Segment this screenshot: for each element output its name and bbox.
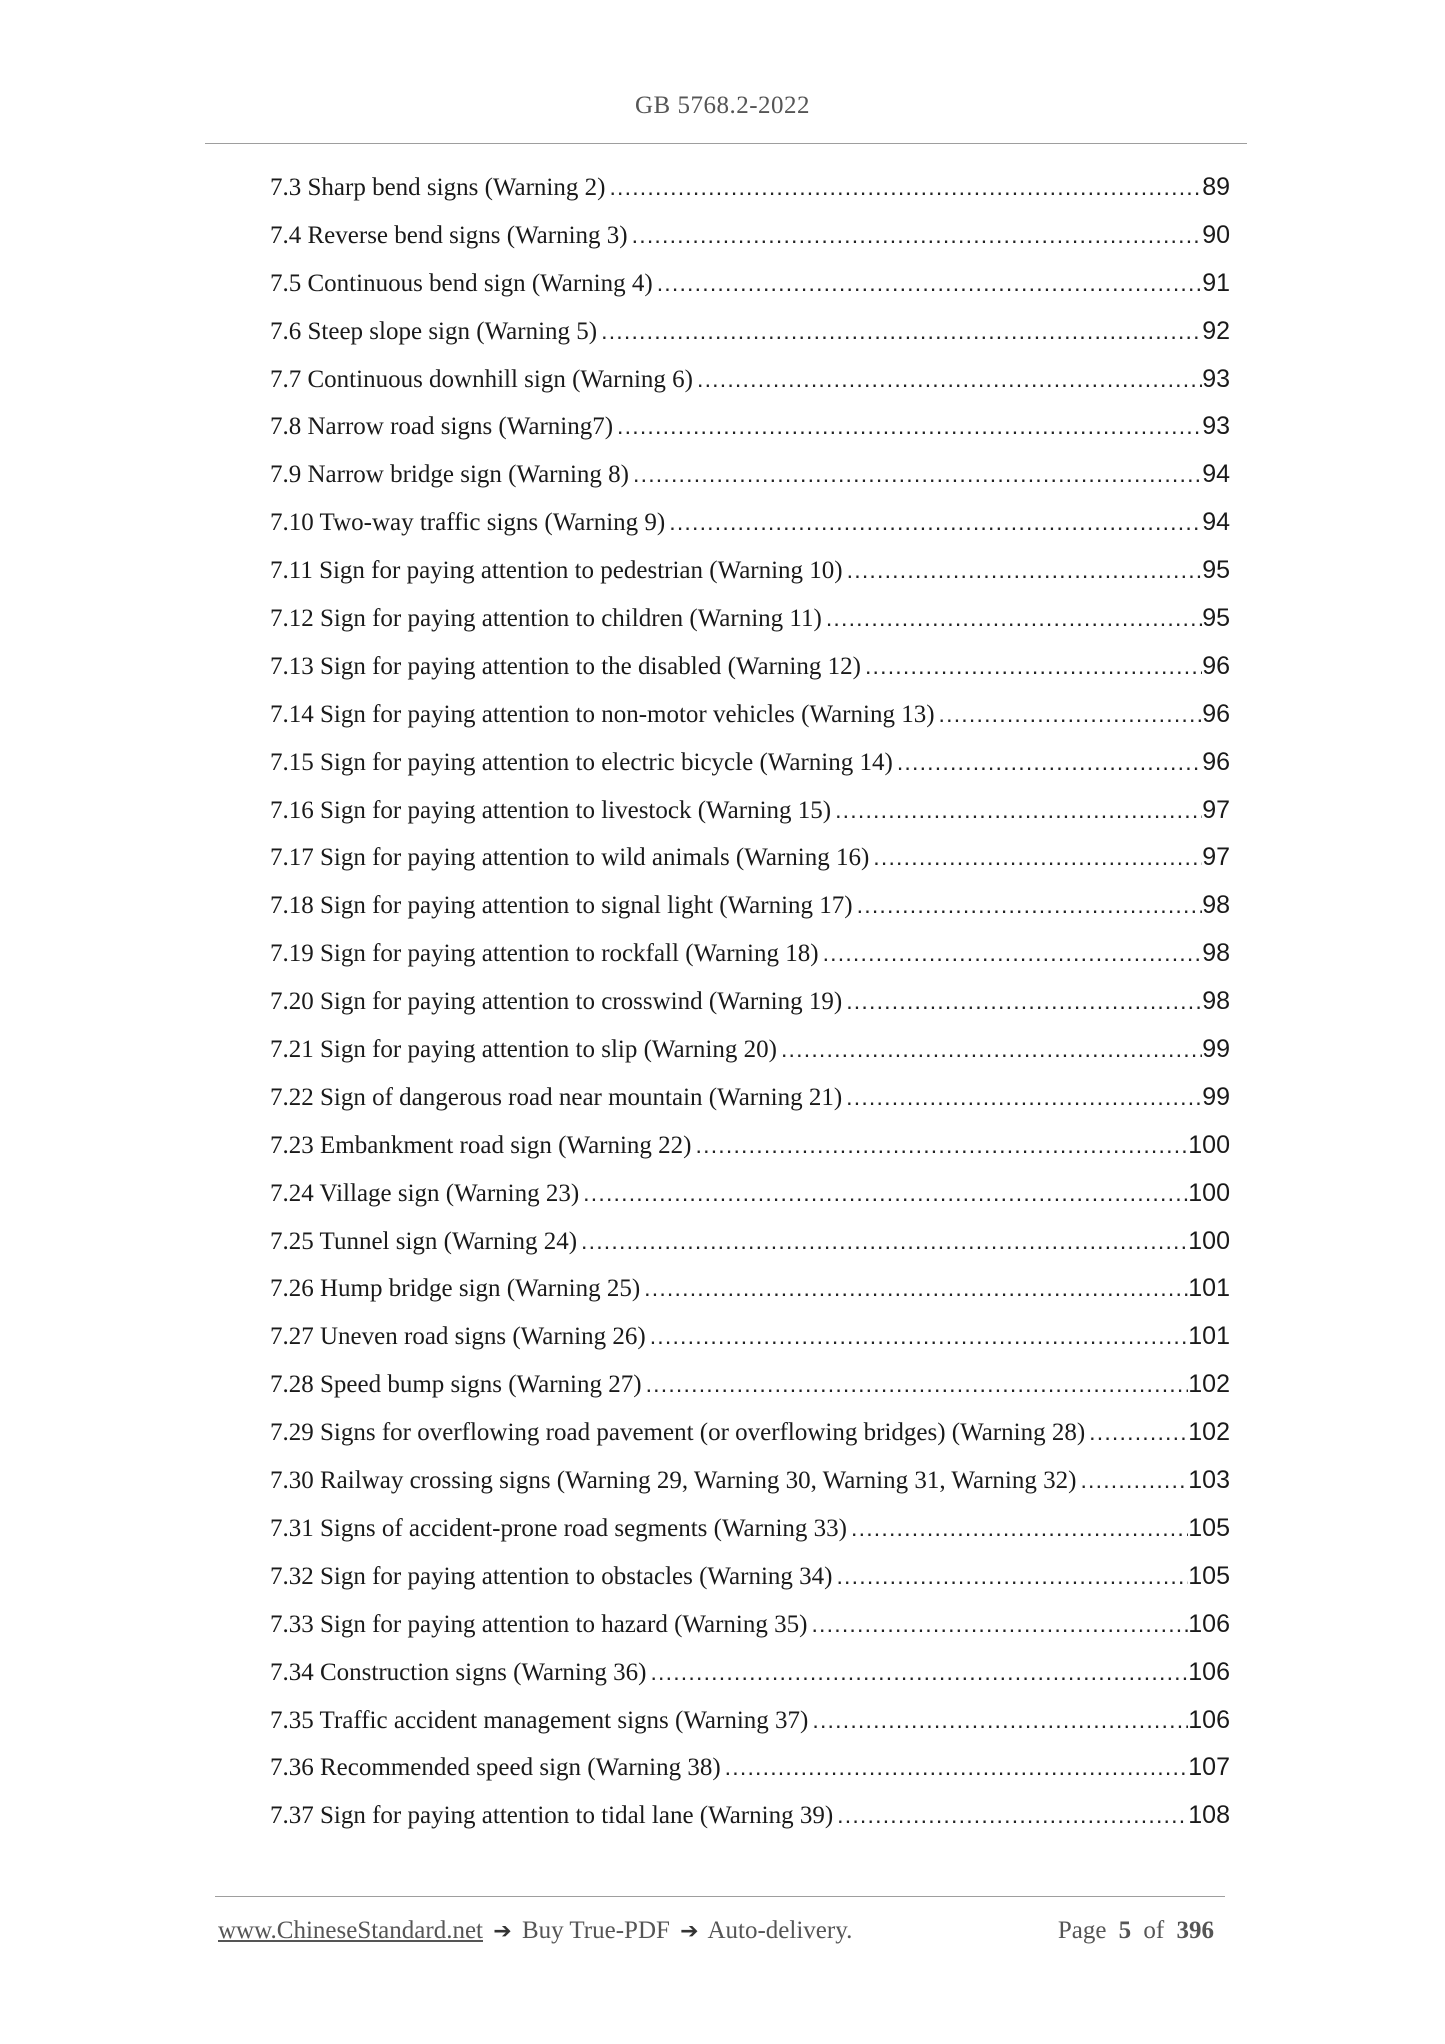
toc-dot-leader xyxy=(613,413,1202,440)
arrow-right-icon: ➔ xyxy=(493,1919,512,1944)
toc-dot-leader xyxy=(935,701,1203,728)
toc-entry-title: 7.30 Railway crossing signs (Warning 29, Warning 30, Warning 31, Warning 32) xyxy=(270,1467,1077,1495)
toc-entry-page: 94 xyxy=(1202,508,1230,537)
toc-dot-leader xyxy=(847,1515,1188,1542)
toc-entry-title: 7.3 Sharp bend signs (Warning 2) xyxy=(270,174,606,201)
toc-entry[interactable] xyxy=(270,748,1230,796)
toc-dot-leader xyxy=(640,1275,1188,1302)
toc-dot-leader xyxy=(577,1228,1188,1255)
toc-entry-title: 7.13 Sign for paying attention to the disabled (Warning 12) xyxy=(270,652,861,680)
toc-entry[interactable] xyxy=(270,1466,1230,1514)
toc-entry-title: 7.14 Sign for paying attention to non-motor vehicles (Warning 13) xyxy=(270,700,935,728)
toc-entry-page: 90 xyxy=(1202,220,1230,249)
toc-entry-page: 99 xyxy=(1202,1082,1230,1111)
footer-promo xyxy=(218,1917,852,1945)
toc-entry-title: 7.7 Continuous downhill sign (Warning 6) xyxy=(270,365,693,393)
toc-entry[interactable] xyxy=(270,1418,1230,1466)
toc-dot-leader xyxy=(869,844,1202,871)
toc-dot-leader xyxy=(721,1754,1189,1781)
toc-entry-page: 97 xyxy=(1202,843,1230,872)
buy-text: Buy True-PDF xyxy=(521,1917,670,1944)
toc-entry-page: 98 xyxy=(1202,891,1230,920)
toc-entry[interactable] xyxy=(270,1179,1230,1227)
toc-entry-title: 7.36 Recommended speed sign (Warning 38) xyxy=(270,1754,721,1782)
toc-entry-page: 91 xyxy=(1202,268,1230,297)
toc-entry[interactable] xyxy=(270,1753,1230,1801)
toc-entry-page: 96 xyxy=(1202,699,1230,728)
toc-entry-title: 7.18 Sign for paying attention to signal light (Warning 17) xyxy=(270,892,853,920)
toc-entry[interactable] xyxy=(270,1227,1230,1275)
toc-entry-page: 98 xyxy=(1202,939,1230,968)
toc-entry[interactable] xyxy=(270,1370,1230,1418)
toc-dot-leader xyxy=(822,605,1202,632)
toc-entry-title: 7.23 Embankment road sign (Warning 22) xyxy=(270,1131,692,1159)
toc-entry-title: 7.27 Uneven road signs (Warning 26) xyxy=(270,1323,646,1351)
arrow-right-icon: ➔ xyxy=(680,1919,699,1944)
site-link[interactable]: www.ChineseStandard.net xyxy=(218,1917,483,1944)
toc-dot-leader xyxy=(831,797,1202,824)
toc-dot-leader xyxy=(665,509,1202,536)
toc-entry-title: 7.11 Sign for paying attention to pedestrian (Warning 10) xyxy=(270,557,843,585)
toc-entry-page: 106 xyxy=(1188,1657,1230,1686)
toc-entry-title: 7.4 Reverse bend signs (Warning 3) xyxy=(270,221,628,249)
toc-dot-leader xyxy=(832,1563,1188,1590)
toc-dot-leader xyxy=(628,222,1203,249)
toc-entry-title: 7.16 Sign for paying attention to livestock (Warning 15) xyxy=(270,796,832,824)
toc-entry-page: 96 xyxy=(1202,651,1230,680)
toc-dot-leader xyxy=(653,270,1203,297)
toc-entry[interactable] xyxy=(270,1322,1230,1370)
toc-dot-leader xyxy=(833,1802,1188,1829)
toc-entry-page: 92 xyxy=(1202,316,1230,345)
toc-entry-page: 100 xyxy=(1188,1178,1230,1207)
toc-entry-title: 7.33 Sign for paying attention to hazard (Warning 35) xyxy=(270,1610,808,1638)
toc-dot-leader xyxy=(642,1371,1189,1398)
toc-entry-page: 100 xyxy=(1188,1226,1230,1255)
toc-entry-title: 7.24 Village sign (Warning 23) xyxy=(270,1179,580,1207)
toc-entry-title: 7.20 Sign for paying attention to crosswind (Warning 19) xyxy=(270,988,843,1016)
toc-entry-page: 102 xyxy=(1188,1370,1230,1399)
toc-entry[interactable] xyxy=(270,939,1230,987)
toc-entry-page: 107 xyxy=(1188,1753,1230,1782)
toc-entry-page: 94 xyxy=(1202,460,1230,489)
toc-entry-title: 7.25 Tunnel sign (Warning 24) xyxy=(270,1227,578,1255)
toc-dot-leader xyxy=(646,1323,1189,1350)
toc-entry[interactable] xyxy=(270,1083,1230,1131)
toc-entry[interactable] xyxy=(270,652,1230,700)
toc-entry-page: 89 xyxy=(1202,173,1230,201)
toc-entry-page: 95 xyxy=(1202,604,1230,633)
toc-entry-title: 7.10 Two-way traffic signs (Warning 9) xyxy=(270,509,666,537)
toc-entry-page: 93 xyxy=(1202,364,1230,393)
toc-entry-title: 7.8 Narrow road signs (Warning7) xyxy=(270,413,614,441)
page-label: Page xyxy=(1057,1917,1107,1944)
toc-entry-title: 7.9 Narrow bridge sign (Warning 8) xyxy=(270,461,630,489)
toc-dot-leader xyxy=(853,892,1203,919)
toc-entry[interactable] xyxy=(270,1035,1230,1083)
toc-entry-page: 101 xyxy=(1188,1274,1230,1303)
toc-dot-leader xyxy=(808,1707,1188,1734)
toc-entry-page: 106 xyxy=(1188,1705,1230,1734)
toc-entry-page: 99 xyxy=(1202,1035,1230,1064)
toc-dot-leader xyxy=(692,1132,1189,1159)
toc-entry-title: 7.29 Signs for overflowing road pavement (or overflowing bridges) (Warning 28) xyxy=(270,1419,1086,1447)
toc-dot-leader xyxy=(819,940,1203,967)
toc-entry-page: 100 xyxy=(1188,1130,1230,1159)
toc-entry-page: 97 xyxy=(1202,795,1230,824)
toc-dot-leader xyxy=(842,1084,1202,1111)
toc-entry-page: 102 xyxy=(1188,1418,1230,1447)
toc-entry[interactable] xyxy=(270,269,1230,317)
toc-dot-leader xyxy=(1085,1419,1188,1446)
toc-entry[interactable] xyxy=(270,365,1230,413)
toc-entry-title: 7.19 Sign for paying attention to rockfall (Warning 18) xyxy=(270,940,819,968)
toc-entry-page: 98 xyxy=(1202,987,1230,1016)
toc-entry[interactable] xyxy=(270,460,1230,508)
toc-entry[interactable] xyxy=(270,508,1230,556)
toc-entry[interactable] xyxy=(270,796,1230,844)
of-label: of xyxy=(1143,1917,1165,1944)
footer-divider xyxy=(215,1896,1225,1897)
toc-entry[interactable] xyxy=(270,1274,1230,1322)
table-of-contents xyxy=(270,173,1230,1849)
toc-entry[interactable] xyxy=(270,1706,1230,1754)
toc-entry[interactable] xyxy=(270,317,1230,365)
toc-dot-leader xyxy=(807,1611,1188,1638)
toc-entry[interactable] xyxy=(270,412,1230,460)
toc-dot-leader xyxy=(893,749,1202,776)
toc-entry[interactable] xyxy=(270,604,1230,652)
toc-entry[interactable] xyxy=(270,1131,1230,1179)
toc-entry-page: 101 xyxy=(1188,1322,1230,1351)
toc-dot-leader xyxy=(597,318,1202,345)
toc-entry-title: 7.34 Construction signs (Warning 36) xyxy=(270,1658,647,1686)
toc-entry[interactable] xyxy=(270,556,1230,604)
toc-entry-title: 7.35 Traffic accident management signs (Warning 37) xyxy=(270,1706,809,1734)
toc-entry[interactable] xyxy=(270,891,1230,939)
toc-dot-leader xyxy=(777,1036,1202,1063)
toc-entry-title: 7.22 Sign of dangerous road near mountain (Warning 21) xyxy=(270,1083,843,1111)
toc-dot-leader xyxy=(861,653,1202,680)
toc-entry-page: 93 xyxy=(1202,412,1230,441)
toc-entry[interactable] xyxy=(270,1562,1230,1610)
toc-entry[interactable] xyxy=(270,1610,1230,1658)
delivery-text: Auto-delivery. xyxy=(707,1917,853,1944)
toc-dot-leader xyxy=(629,461,1202,488)
toc-entry[interactable] xyxy=(270,221,1230,269)
toc-dot-leader xyxy=(693,366,1202,393)
toc-entry-title: 7.12 Sign for paying attention to children (Warning 11) xyxy=(270,605,822,633)
toc-dot-leader xyxy=(605,174,1202,201)
toc-entry-page: 96 xyxy=(1202,747,1230,776)
toc-entry[interactable] xyxy=(270,843,1230,891)
toc-entry[interactable] xyxy=(270,700,1230,748)
toc-entry-page: 105 xyxy=(1188,1561,1230,1590)
toc-entry-title: 7.32 Sign for paying attention to obstacles (Warning 34) xyxy=(270,1562,833,1590)
toc-entry[interactable] xyxy=(270,173,1230,221)
toc-dot-leader xyxy=(1076,1467,1188,1494)
toc-entry-title: 7.5 Continuous bend sign (Warning 4) xyxy=(270,269,653,297)
toc-entry[interactable] xyxy=(270,1801,1230,1849)
toc-dot-leader xyxy=(842,988,1202,1015)
toc-entry-title: 7.21 Sign for paying attention to slip (Warning 20) xyxy=(270,1036,777,1064)
toc-entry-page: 103 xyxy=(1188,1466,1230,1495)
toc-entry-title: 7.37 Sign for paying attention to tidal lane (Warning 39) xyxy=(270,1802,834,1830)
toc-entry-page: 105 xyxy=(1188,1513,1230,1542)
toc-entry-title: 7.17 Sign for paying attention to wild animals (Warning 16) xyxy=(270,844,870,872)
toc-entry-title: 7.31 Signs of accident-prone road segments (Warning 33) xyxy=(270,1514,848,1542)
toc-entry-title: 7.28 Speed bump signs (Warning 27) xyxy=(270,1371,642,1399)
current-page-number: 5 xyxy=(1118,1917,1132,1944)
total-pages: 396 xyxy=(1176,1917,1214,1944)
toc-dot-leader xyxy=(843,557,1203,584)
toc-entry[interactable] xyxy=(270,987,1230,1035)
toc-entry-title: 7.26 Hump bridge sign (Warning 25) xyxy=(270,1275,641,1303)
toc-dot-leader xyxy=(646,1659,1188,1686)
document-code: GB 5768.2-2022 xyxy=(634,92,811,119)
toc-entry-title: 7.15 Sign for paying attention to electric bicycle (Warning 14) xyxy=(270,748,893,776)
toc-entry-page: 95 xyxy=(1202,556,1230,585)
header-divider xyxy=(205,143,1247,144)
toc-entry[interactable] xyxy=(270,1514,1230,1562)
toc-entry[interactable] xyxy=(270,1658,1230,1706)
toc-entry-page: 106 xyxy=(1188,1609,1230,1638)
toc-dot-leader xyxy=(579,1180,1188,1207)
page-indicator xyxy=(1058,1917,1220,1945)
toc-entry-title: 7.6 Steep slope sign (Warning 5) xyxy=(270,317,598,345)
toc-entry-page: 108 xyxy=(1188,1801,1230,1830)
